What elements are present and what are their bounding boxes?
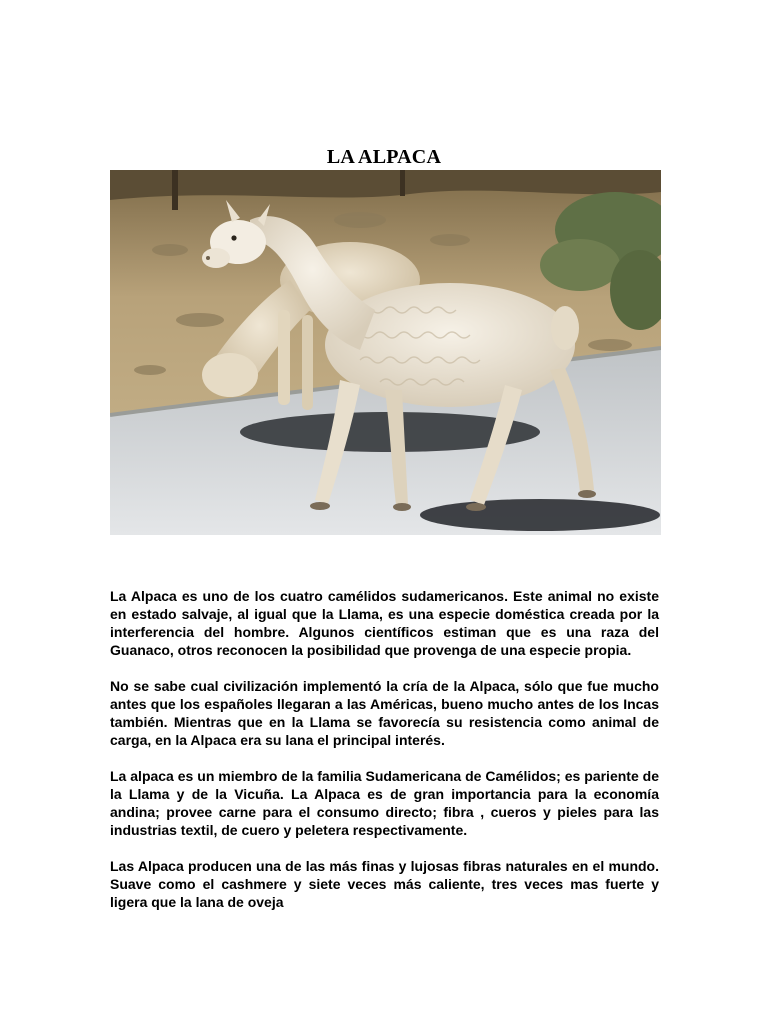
paragraph-2: No se sabe cual civilización implementó la cría de la Alpaca, sólo que fue mucho antes que los españoles llegaran a las Américas, bueno mucho antes de los Incas también. Mientras que en la Llama se favorecía su resistencia como animal de carga, en la Alpaca era su lana el principal interés. [110,678,659,748]
paragraph-4: Las Alpaca producen una de las más finas y lujosas fibras naturales en el mundo. Suave como el cashmere y siete veces más caliente, tres veces mas fuerte y ligera que la lana de oveja [110,858,659,910]
paragraph-3: La alpaca es un miembro de la familia Sudamericana de Camélidos; es pariente de la Llama y de la Vicuña. La Alpaca es de gran importancia para la economía andina; provee carne para el consumo directo; fibra , cueros y pieles para las industrias textil, de cuero y peletera respectivamente. [110,768,659,838]
page-title: LA ALPACA [326,146,442,168]
paragraph-1: La Alpaca es uno de los cuatro camélidos sudamericanos. Este animal no existe en estado salvaje, al igual que la Llama, es una especie doméstica creada por la interferencia del hombre. Algunos científicos estiman que es una raza del Guanaco, otros reconocen la posibilidad que provenga de una especie propia. [110,588,659,658]
alpaca-photo [110,170,661,535]
article-body [110,587,659,929]
